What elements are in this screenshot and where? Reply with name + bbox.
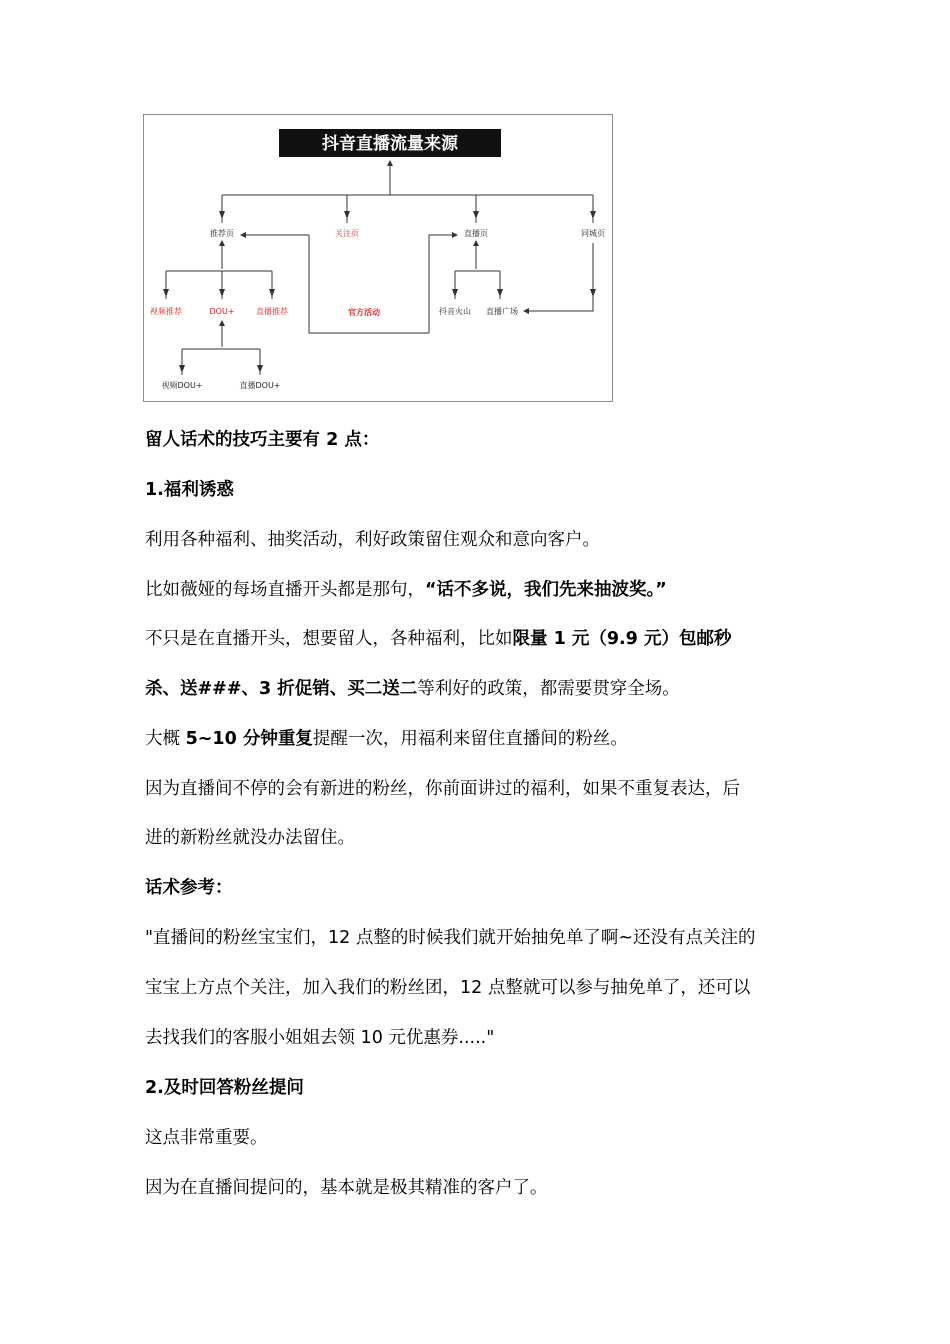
paragraph-5-a: 大概 (145, 729, 186, 749)
node-live: 直播页 (464, 229, 488, 238)
node-live-rec: 直播推荐 (256, 307, 288, 316)
quote-line-3: 去找我们的客服小姐姐去领 10 元优惠券....." (145, 1028, 495, 1048)
paragraph-6: 因为直播间不停的会有新进的粉丝，你前面讲过的福利，如果不重复表达，后 (145, 779, 740, 799)
paragraph-3-text: 不只是在直播开头，想要留人，各种福利，比如 (145, 629, 513, 649)
paragraph-3-bold: 限量 1 元（9.9 元）包邮秒 (512, 629, 732, 649)
paragraph-2 (145, 578, 667, 602)
paragraph-5 (145, 727, 628, 751)
diagram-connectors (166, 161, 593, 375)
section-2-title: 2.及时回答粉丝提问 (145, 1078, 304, 1098)
paragraph-3 (145, 627, 731, 651)
diagram-svg (144, 115, 614, 403)
node-recommend: 推荐页 (210, 229, 234, 238)
node-follow: 关注页 (335, 229, 359, 238)
paragraph-1: 利用各种福利、抽奖活动，利好政策留住观众和意向客户。 (145, 530, 600, 550)
paragraph-9: 因为在直播间提问的，基本就是极其精准的客户了。 (145, 1178, 548, 1198)
paragraph-5-bold: 5~10 分钟重复 (185, 729, 313, 749)
section-heading: 留人话术的技巧主要有 2 点： (145, 430, 380, 450)
node-video-rec: 视频推荐 (150, 307, 182, 316)
traffic-source-diagram (143, 114, 613, 402)
node-live-dou: 直播DOU+ (239, 381, 281, 390)
paragraph-4-bold: 杀、送###、3 折促销、买二送二 (145, 679, 418, 699)
node-samecity: 同城页 (581, 229, 605, 238)
reference-title: 话术参考： (145, 878, 233, 898)
node-official: 官方活动 (348, 308, 380, 317)
paragraph-4 (145, 677, 680, 701)
node-huoshan: 抖音火山 (439, 307, 471, 316)
paragraph-8: 这点非常重要。 (145, 1128, 268, 1148)
diagram-title: 抖音直播流量来源 (322, 134, 458, 154)
paragraph-5-c: 提醒一次，用福利来留住直播间的粉丝。 (312, 729, 628, 749)
section-1-title: 1.福利诱惑 (145, 480, 234, 500)
node-video-dou: 视频DOU+ (161, 381, 203, 390)
node-plaza: 直播广场 (486, 307, 518, 316)
paragraph-2-text: 比如薇娅的每场直播开头都是那句， (145, 580, 425, 600)
node-dou: DOU+ (209, 307, 235, 316)
paragraph-7: 进的新粉丝就没办法留住。 (145, 828, 355, 848)
paragraph-4-text: 等利好的政策，都需要贯穿全场。 (417, 679, 680, 699)
paragraph-2-quote: “话不多说，我们先来抽波奖。” (425, 580, 667, 600)
quote-line-1: "直播间的粉丝宝宝们，12 点整的时候我们就开始抽免单了啊~还没有点关注的 (145, 928, 756, 948)
quote-line-2: 宝宝上方点个关注，加入我们的粉丝团，12 点整就可以参与抽免单了，还可以 (145, 978, 751, 998)
